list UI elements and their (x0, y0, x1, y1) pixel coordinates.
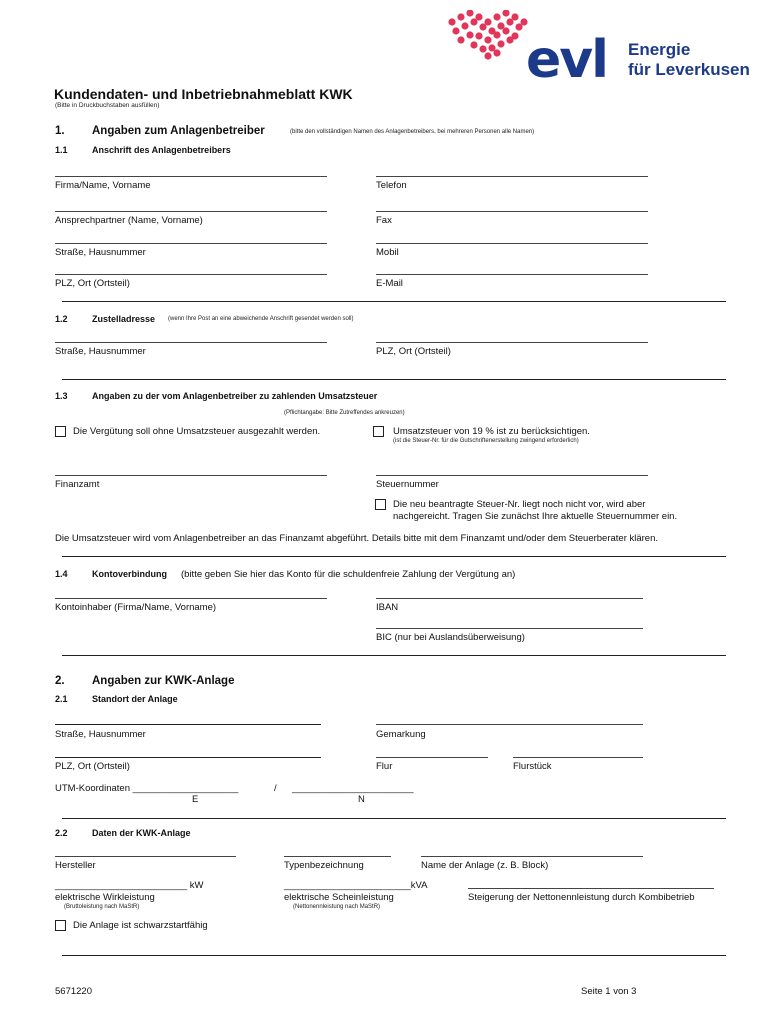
divider (62, 301, 726, 302)
gemarkung-input[interactable] (376, 724, 643, 725)
fax-input[interactable] (376, 211, 648, 212)
section-2-2-title: Daten der KWK-Anlage (92, 828, 191, 838)
section-1-1-number: 1.1 (55, 145, 68, 155)
logo-line1: Energie (628, 40, 691, 59)
section-1-2-number: 1.2 (55, 314, 68, 324)
scheinleistung-input[interactable]: ________________________kVA (284, 880, 428, 891)
hersteller-input[interactable] (55, 856, 236, 857)
schwarzstart-checkbox[interactable] (55, 920, 66, 931)
plz-ort-input[interactable] (55, 274, 327, 275)
anlagenname-label: Name der Anlage (z. B. Block) (421, 860, 549, 871)
anlagenname-input[interactable] (421, 856, 643, 857)
standort-plz-input[interactable] (55, 757, 321, 758)
section-2-title: Angaben zur KWK-Anlage (92, 675, 235, 687)
standort-strasse-input[interactable] (55, 724, 321, 725)
standort-plz-label: PLZ, Ort (Ortsteil) (55, 761, 130, 772)
section-2-2-number: 2.2 (55, 828, 68, 838)
wirkleistung-label: elektrische Wirkleistung (55, 892, 155, 903)
schwarzstart-label: Die Anlage ist schwarzstartfähig (73, 920, 208, 931)
zustell-plz-label: PLZ, Ort (Ortsteil) (376, 346, 451, 357)
fax-label: Fax (376, 215, 392, 226)
section-2-1-title: Standort der Anlage (92, 694, 178, 704)
section-1-number: 1. (55, 125, 65, 137)
logo-line2: für Leverkusen (628, 60, 750, 79)
divider (62, 818, 726, 819)
email-input[interactable] (376, 274, 648, 275)
steuernr-nachgereicht-line1: Die neu beantragte Steuer-Nr. liegt noch nicht vor, wird aber (393, 499, 646, 510)
divider (62, 955, 726, 956)
kontoinhaber-label: Kontoinhaber (Firma/Name, Vorname) (55, 602, 217, 613)
standort-strasse-label: Straße, Hausnummer (55, 729, 146, 740)
section-1-2-note: (wenn Ihre Post an eine abweichende Anschrift gesendet werden soll) (168, 316, 354, 322)
ohne-ust-label: Die Vergütung soll ohne Umsatzsteuer ausgezahlt werden. (73, 426, 321, 437)
page-title: Kundendaten- und Inbetriebnahmeblatt KWK (54, 86, 353, 102)
wirkleistung-input[interactable]: _________________________ kW (55, 880, 204, 891)
telefon-input[interactable] (376, 176, 648, 177)
ohne-ust-checkbox[interactable] (55, 426, 66, 437)
flur-label: Flur (376, 761, 393, 772)
plz-ort-label: PLZ, Ort (Ortsteil) (55, 278, 130, 289)
iban-input[interactable] (376, 598, 643, 599)
section-1-3-number: 1.3 (55, 391, 68, 401)
evl-logo (444, 10, 750, 84)
iban-label: IBAN (376, 602, 399, 613)
section-1-4-note: (bitte geben Sie hier das Konto für die schuldenfreie Zahlung der Vergütung an) (181, 569, 516, 580)
logo-mark: evl (526, 30, 607, 84)
page-number: Seite 1 von 3 (581, 986, 637, 997)
kontoinhaber-input[interactable] (55, 598, 327, 599)
utm-n-label: N (358, 794, 365, 805)
bic-input[interactable] (376, 628, 643, 629)
gemarkung-label: Gemarkung (376, 729, 426, 740)
scheinleistung-note: (Nettonennleistung nach MaStR) (293, 904, 381, 910)
ust-statement: Die Umsatzsteuer wird vom Anlagenbetreiber an das Finanzamt abgeführt. Details bitte mit dem Finanzamt und/oder dem Steuerberater klären. (55, 533, 659, 544)
form-number: 5671220 (55, 986, 92, 997)
zustell-strasse-label: Straße, Hausnummer (55, 346, 146, 357)
firma-name-label: Firma/Name, Vorname (55, 180, 151, 191)
steigerung-label: Steigerung der Nettonennleistung durch Kombibetrieb (468, 892, 695, 903)
zustell-strasse-input[interactable] (55, 342, 327, 343)
divider (62, 556, 726, 557)
finanzamt-input[interactable] (55, 475, 327, 476)
wirkleistung-note: (Bruttoleistung nach MaStR) (64, 904, 140, 910)
mobil-label: Mobil (376, 247, 399, 258)
ansprechpartner-label: Ansprechpartner (Name, Vorname) (55, 215, 203, 226)
section-1-title: Angaben zum Anlagenbetreiber (92, 125, 265, 137)
firma-name-input[interactable] (55, 176, 327, 177)
telefon-label: Telefon (376, 180, 407, 191)
section-1-3-hint: (Pflichtangabe: Bitte Zutreffendes ankreuzen) (284, 410, 405, 416)
steigerung-input[interactable] (468, 888, 714, 889)
section-1-1-title: Anschrift des Anlagenbetreibers (92, 145, 231, 155)
mobil-input[interactable] (376, 243, 648, 244)
section-1-2-title: Zustelladresse (92, 314, 156, 324)
steuernr-nachgereicht-line2: nachgereicht. Tragen Sie zunächst Ihre aktuelle Steuernummer ein. (393, 511, 678, 522)
zustell-plz-input[interactable] (376, 342, 648, 343)
finanzamt-label: Finanzamt (55, 479, 100, 490)
divider (62, 655, 726, 656)
mit-ust-label: Umsatzsteuer von 19 % ist zu berücksichtigen. (393, 426, 590, 437)
mit-ust-checkbox[interactable] (373, 426, 384, 437)
section-1-3-title: Angaben zu der vom Anlagenbetreiber zu zahlenden Umsatzsteuer (92, 391, 378, 401)
section-2-1-number: 2.1 (55, 694, 68, 704)
bic-label: BIC (nur bei Auslandsüberweisung) (376, 632, 525, 643)
utm-n-field[interactable]: _______________________ (292, 783, 414, 794)
ansprechpartner-input[interactable] (55, 211, 327, 212)
section-1-4-title: Kontoverbindung (92, 569, 167, 579)
utm-separator: / (274, 783, 277, 794)
scheinleistung-label: elektrische Scheinleistung (284, 892, 394, 903)
strasse-label: Straße, Hausnummer (55, 247, 146, 258)
flurstueck-label: Flurstück (513, 761, 552, 772)
typ-label: Typenbezeichnung (284, 860, 364, 871)
section-1-4-number: 1.4 (55, 569, 68, 579)
flurstueck-input[interactable] (513, 757, 643, 758)
typ-input[interactable] (284, 856, 391, 857)
hersteller-label: Hersteller (55, 860, 96, 871)
strasse-input[interactable] (55, 243, 327, 244)
divider (62, 379, 726, 380)
utm-e-label: E (192, 794, 199, 805)
mit-ust-note: (ist die Steuer-Nr. für die Gutschriftenerstellung zwingend erforderlich) (393, 438, 579, 444)
email-label: E-Mail (376, 278, 403, 289)
section-2-number: 2. (55, 675, 65, 687)
steuernr-nachgereicht-checkbox[interactable] (375, 499, 386, 510)
utm-coordinates-field[interactable]: UTM-Koordinaten ____________________ (55, 783, 239, 794)
steuernummer-label: Steuernummer (376, 479, 439, 490)
flur-input[interactable] (376, 757, 488, 758)
steuernummer-input[interactable] (376, 475, 648, 476)
section-1-note: (bitte den vollständigen Namen des Anlagenbetreibers, bei mehreren Personen alle Namen) (290, 129, 535, 135)
page-subtitle: (Bitte in Druckbuchstaben ausfüllen) (55, 102, 160, 109)
